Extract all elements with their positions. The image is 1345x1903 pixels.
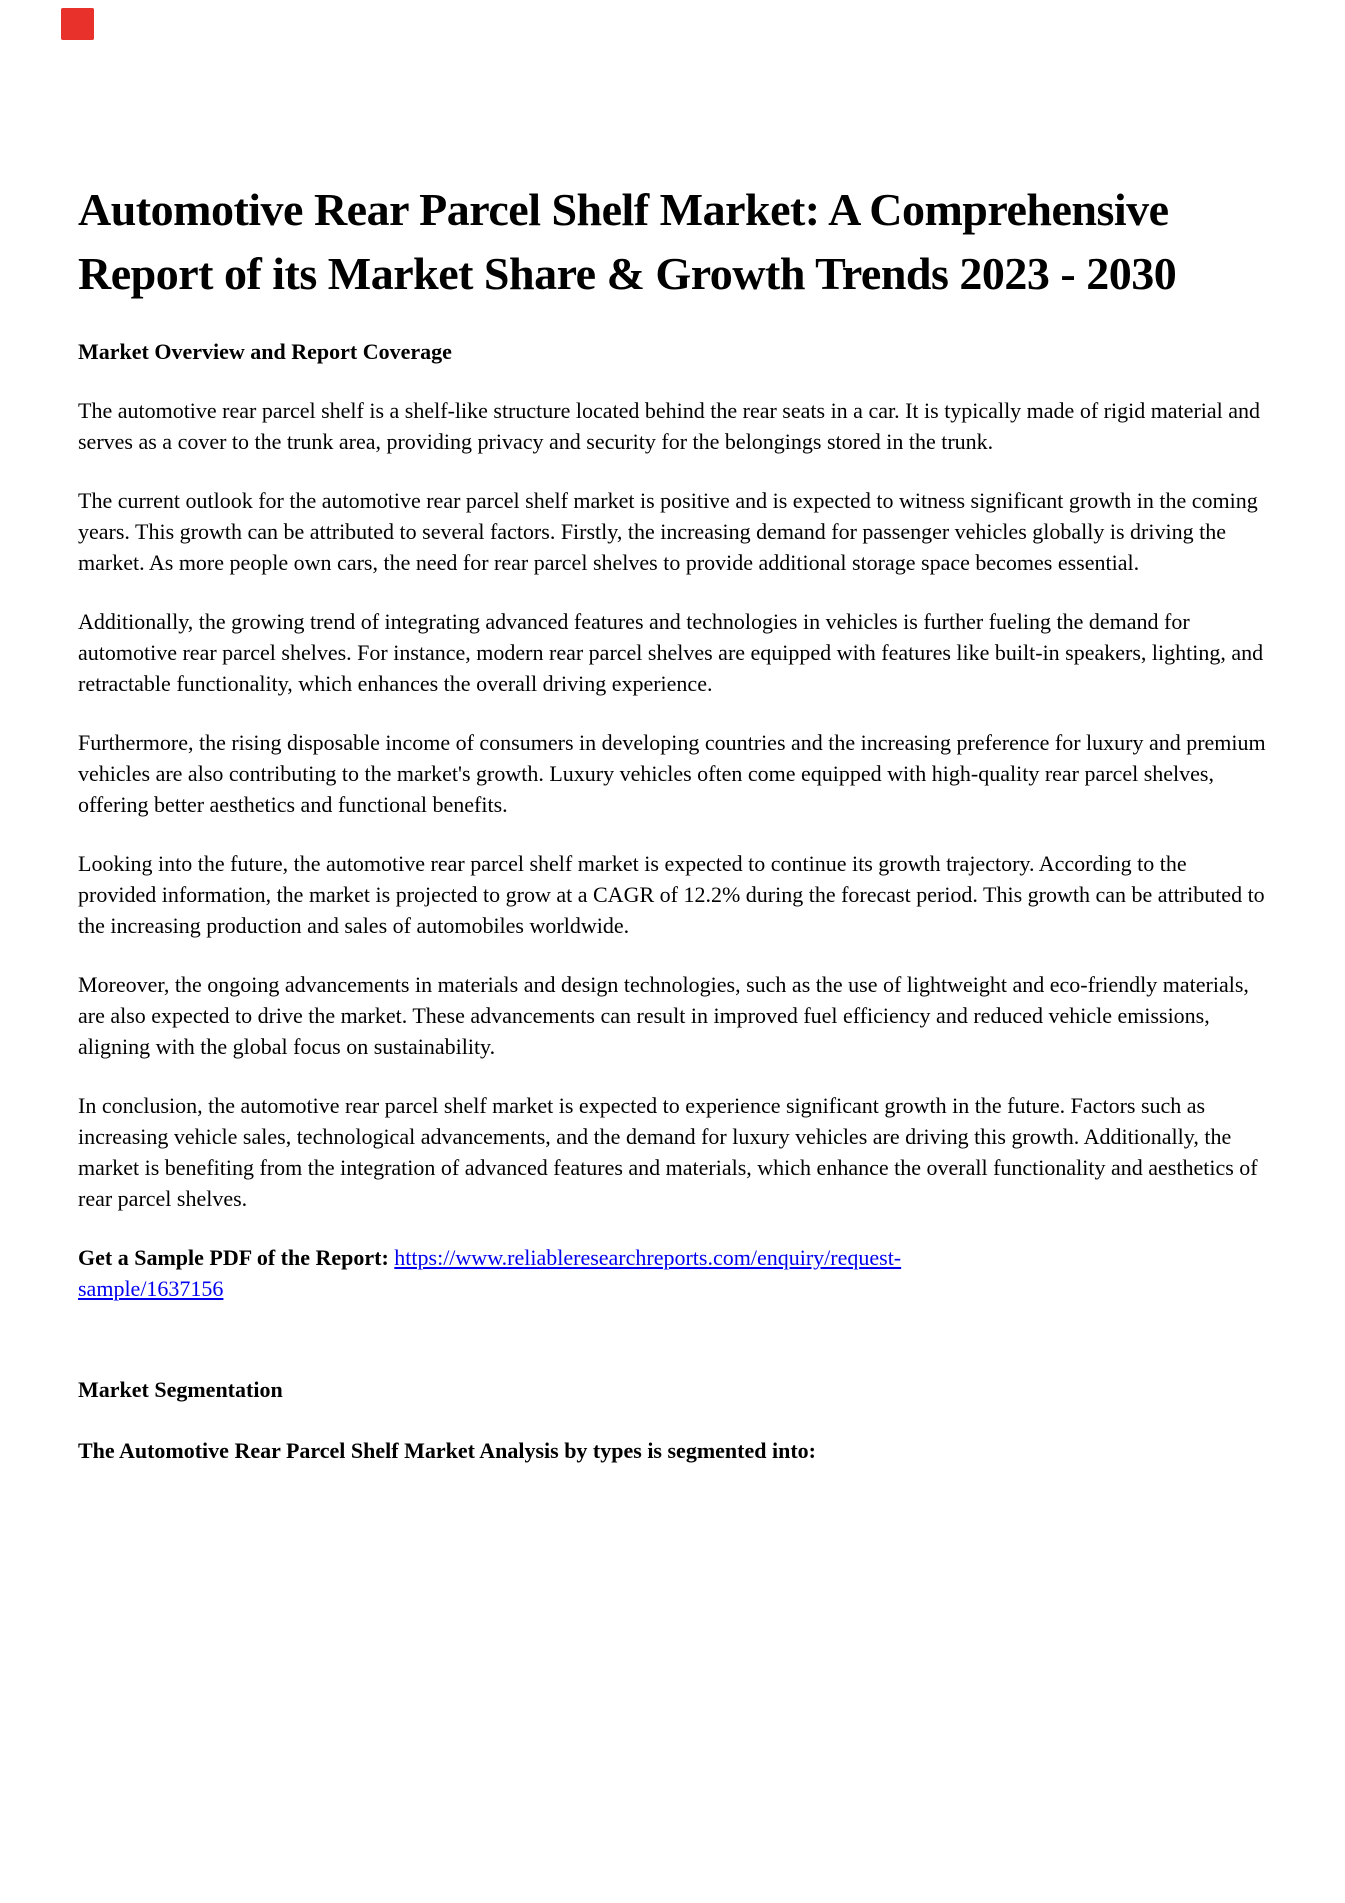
overview-paragraph-1: The automotive rear parcel shelf is a shelf-like structure located behind the rear seats in a car. It is typically made of rigid material and serves as a cover to the trunk area, providing privacy and security for the belongings stored in the trunk. bbox=[78, 398, 1261, 454]
overview-paragraph-5: Looking into the future, the automotive rear parcel shelf market is expected to continue its growth trajectory. According to the provided information, the market is projected to grow at a CAGR of 12.2% during the forecast period. This growth can be attributed to the increasing production and sales of automobiles worldwide. bbox=[78, 851, 1265, 938]
section-heading-market-segmentation: Market Segmentation bbox=[78, 1377, 283, 1402]
report-article bbox=[78, 0, 1270, 1466]
overview-paragraph-4: Furthermore, the rising disposable income of consumers in developing countries and the increasing preference for luxury and premium vehicles are also contributing to the market's growth. Luxury vehicles often come equipped with high-quality rear parcel shelves, offering better aesthetics and functional benefits. bbox=[78, 730, 1266, 817]
section-heading-market-overview: Market Overview and Report Coverage bbox=[78, 339, 452, 364]
sample-report-label: Get a Sample PDF of the Report: bbox=[78, 1245, 389, 1270]
overview-paragraph-2: The current outlook for the automotive rear parcel shelf market is positive and is expected to witness significant growth in the coming years. This growth can be attributed to several factors. Firstly, the increasing demand for passenger vehicles globally is driving the market. As more people own cars, the need for rear parcel shelves to provide additional storage space becomes essential. bbox=[78, 488, 1258, 575]
sample-link-line-2[interactable]: sample/1637156 bbox=[78, 1276, 224, 1301]
sample-report-line bbox=[78, 1242, 1270, 1304]
sample-link-line-1[interactable]: https://www.reliableresearchreports.com/enquiry/request- bbox=[394, 1245, 902, 1270]
overview-paragraph-6: Moreover, the ongoing advancements in materials and design technologies, such as the use of lightweight and eco-friendly materials, are also expected to drive the market. These advancements can result in improved fuel efficiency and reduced vehicle emissions, aligning with the global focus on sustainability. bbox=[78, 972, 1249, 1059]
types-segmentation-line: The Automotive Rear Parcel Shelf Market Analysis by types is segmented into: bbox=[78, 1438, 816, 1463]
overview-paragraph-7: In conclusion, the automotive rear parcel shelf market is expected to experience significant growth in the future. Factors such as increasing vehicle sales, technological advancements, and the demand for luxury vehicles are driving this growth. Additionally, the market is benefiting from the integration of advanced features and materials, which enhance the overall functionality and aesthetics of rear parcel shelves. bbox=[78, 1093, 1258, 1211]
page-title: Automotive Rear Parcel Shelf Market: A Comprehensive Report of its Market Share & Growth Trends 2023 - 2030 bbox=[78, 184, 1177, 299]
overview-paragraph-3: Additionally, the growing trend of integrating advanced features and technologies in vehicles is further fueling the demand for automotive rear parcel shelves. For instance, modern rear parcel shelves are equipped with features like built-in speakers, lighting, and retractable functionality, which enhances the overall driving experience. bbox=[78, 609, 1264, 696]
